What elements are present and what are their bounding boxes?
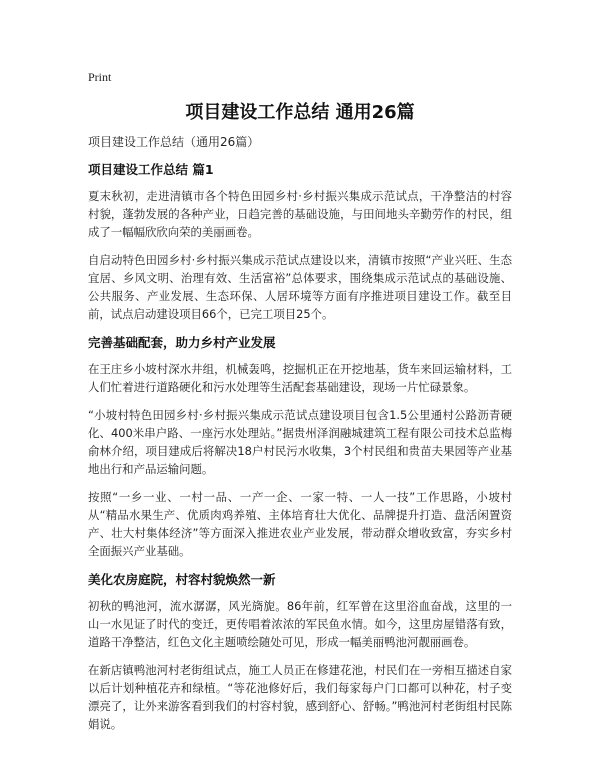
paragraph: 自启动特色田园乡村·乡村振兴集成示范试点建设以来，清镇市按照“产业兴旺、生态宜居、乡风文明、治理有效、生活富裕”总体要求，围绕集成示范试点的基础设施、公共服务、产业发展、生态环保、人居环境等方面有序推进项目建设工作。截至目前，试点启动建设项目66个，已完工项目25个。 (88, 253, 512, 321)
document-subtitle: 项目建设工作总结（通用26篇） (88, 135, 260, 149)
paragraph: 按照“一乡一业、一村一品、一产一企、一家一特、一人一技”工作思路，小坡村从“精品水果生产、优质肉鸡养殖、主体培育壮大优化、品牌提升打造、盘活闲置资产、壮大村集体经济”等方面深入推进农业产业发展，带动群众增收致富，夯实乡村全面振兴产业基础。 (88, 490, 512, 558)
document-body (88, 133, 512, 743)
paragraph: “小坡村特色田园乡村·乡村振兴集成示范试点建设项目包含1.5公里通村公路沥青硬化、400米串户路、一座污水处理站。”据贵州泽润融城建筑工程有限公司技术总监梅俞林介绍，项目建成后将解决18户村民污水收集，3个村民组和贵苗夫果园等产业基地出行和产品运输问题。 (88, 408, 512, 476)
paragraph: 在新店镇鸭池河村老街组试点，施工人员正在修建花池，村民们在一旁相互描述自家以后计划种植花卉和绿植。“等花池修好后，我们每家每户门口都可以种花，村子变漂亮了，让外来游客看到我们的村容村貌，感到舒心、舒畅。”鸭池河村老街组村民陈娟说。 (88, 663, 512, 731)
paragraph: 在王庄乡小坡村深水井组，机械轰鸣，挖掘机正在开挖地基，货车来回运输材料，工人们忙着进行道路硬化和污水处理等生活配套基础建设，现场一片忙碌景象。 (88, 362, 512, 394)
print-label[interactable]: Print (88, 70, 112, 84)
subsection-heading: 完善基础配套，助力乡村产业发展 (88, 335, 276, 350)
paragraph: 初秋的鸭池河，流水潺潺，风光旖旎。86年前，红军曾在这里浴血奋战，这里的一山一水见证了时代的变迁，更传唱着浓浓的军民鱼水情。如今，这里房屋错落有致，道路干净整洁，红色文化主题喷绘随处可见，形成一幅美丽鸭池河靓丽画卷。 (88, 599, 512, 649)
page-title: 项目建设工作总结 通用26篇 (185, 102, 415, 123)
subsection-heading: 美化农房庭院，村容村貌焕然一新 (88, 572, 276, 587)
paragraph: 夏末秋初，走进清镇市各个特色田园乡村·乡村振兴集成示范试点，干净整洁的村容村貌，蓬勃发展的各种产业，日趋完善的基础设施，与田间地头辛勤劳作的村民，组成了一幅幅欣欣向荣的美丽画卷。 (88, 189, 512, 239)
section-heading: 项目建设工作总结 篇1 (88, 162, 214, 177)
